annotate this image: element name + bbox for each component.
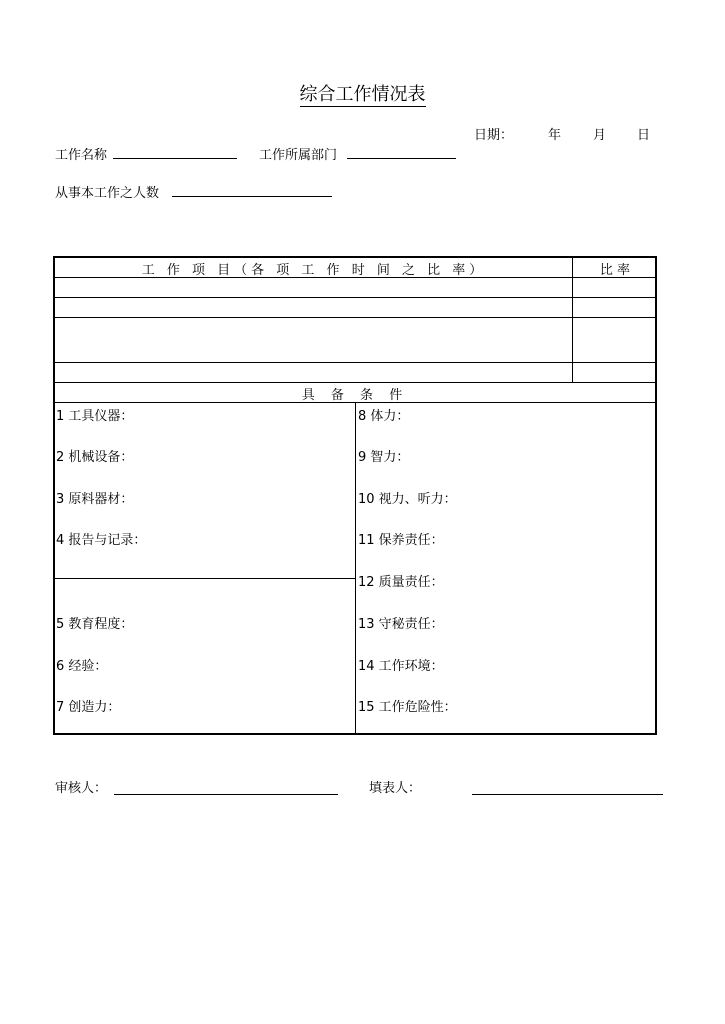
requirement-creativity: 7 创造力： <box>56 700 121 715</box>
requirement-materials: 3 原料器材： <box>56 492 134 507</box>
requirements-column-divider <box>355 402 356 735</box>
reviewer-label: 审核人： <box>55 781 108 796</box>
requirement-quality: 12 质量责任： <box>358 575 444 590</box>
department-label: 工作所属部门 <box>259 148 338 163</box>
filler-field[interactable] <box>472 794 663 795</box>
work-item-cell[interactable] <box>55 363 572 382</box>
work-item-cell[interactable] <box>55 278 572 297</box>
requirement-tools: 1 工具仪器： <box>56 409 134 424</box>
work-name-field[interactable] <box>113 158 237 159</box>
requirement-education: 5 教育程度： <box>56 617 134 632</box>
work-name-label: 工作名称 <box>55 148 108 163</box>
ratio-cell[interactable] <box>573 318 657 362</box>
staff-count-label: 从事本工作之人数 <box>55 186 160 201</box>
ratio-cell[interactable] <box>573 363 657 382</box>
requirement-intellect: 9 智力： <box>358 450 410 465</box>
date-label: 日期： <box>474 128 514 143</box>
left-section-divider <box>55 578 355 579</box>
month-label: 月 <box>593 128 607 143</box>
requirement-physical: 8 体力： <box>358 409 410 424</box>
work-table <box>53 256 657 735</box>
department-field[interactable] <box>347 158 456 159</box>
requirement-environment: 14 工作环境： <box>358 659 444 674</box>
ratio-cell[interactable] <box>573 298 657 317</box>
requirement-vision-hearing: 10 视力、听力： <box>358 492 457 507</box>
requirements-header: 具 备 条 件 <box>301 388 409 403</box>
work-item-cell[interactable] <box>55 318 572 362</box>
day-label: 日 <box>637 128 651 143</box>
requirement-confidentiality: 13 守秘责任： <box>358 617 444 632</box>
form-title: 综合工作情况表 <box>299 84 426 105</box>
work-items-header: 工 作 项 目（各 项 工 作 时 间 之 比 率） <box>141 263 487 278</box>
row-divider <box>55 382 655 383</box>
requirement-reports: 4 报告与记录： <box>56 533 147 548</box>
requirement-maintenance: 11 保养责任： <box>358 533 444 548</box>
filler-label: 填表人： <box>369 781 422 796</box>
work-item-cell[interactable] <box>55 298 572 317</box>
requirement-experience: 6 经验： <box>56 659 108 674</box>
requirement-hazard: 15 工作危险性： <box>358 700 457 715</box>
ratio-header: 比 率 <box>599 263 631 278</box>
reviewer-field[interactable] <box>114 794 338 795</box>
requirement-machinery: 2 机械设备： <box>56 450 134 465</box>
ratio-cell[interactable] <box>573 278 657 297</box>
year-label: 年 <box>548 128 562 143</box>
staff-count-field[interactable] <box>172 196 332 197</box>
